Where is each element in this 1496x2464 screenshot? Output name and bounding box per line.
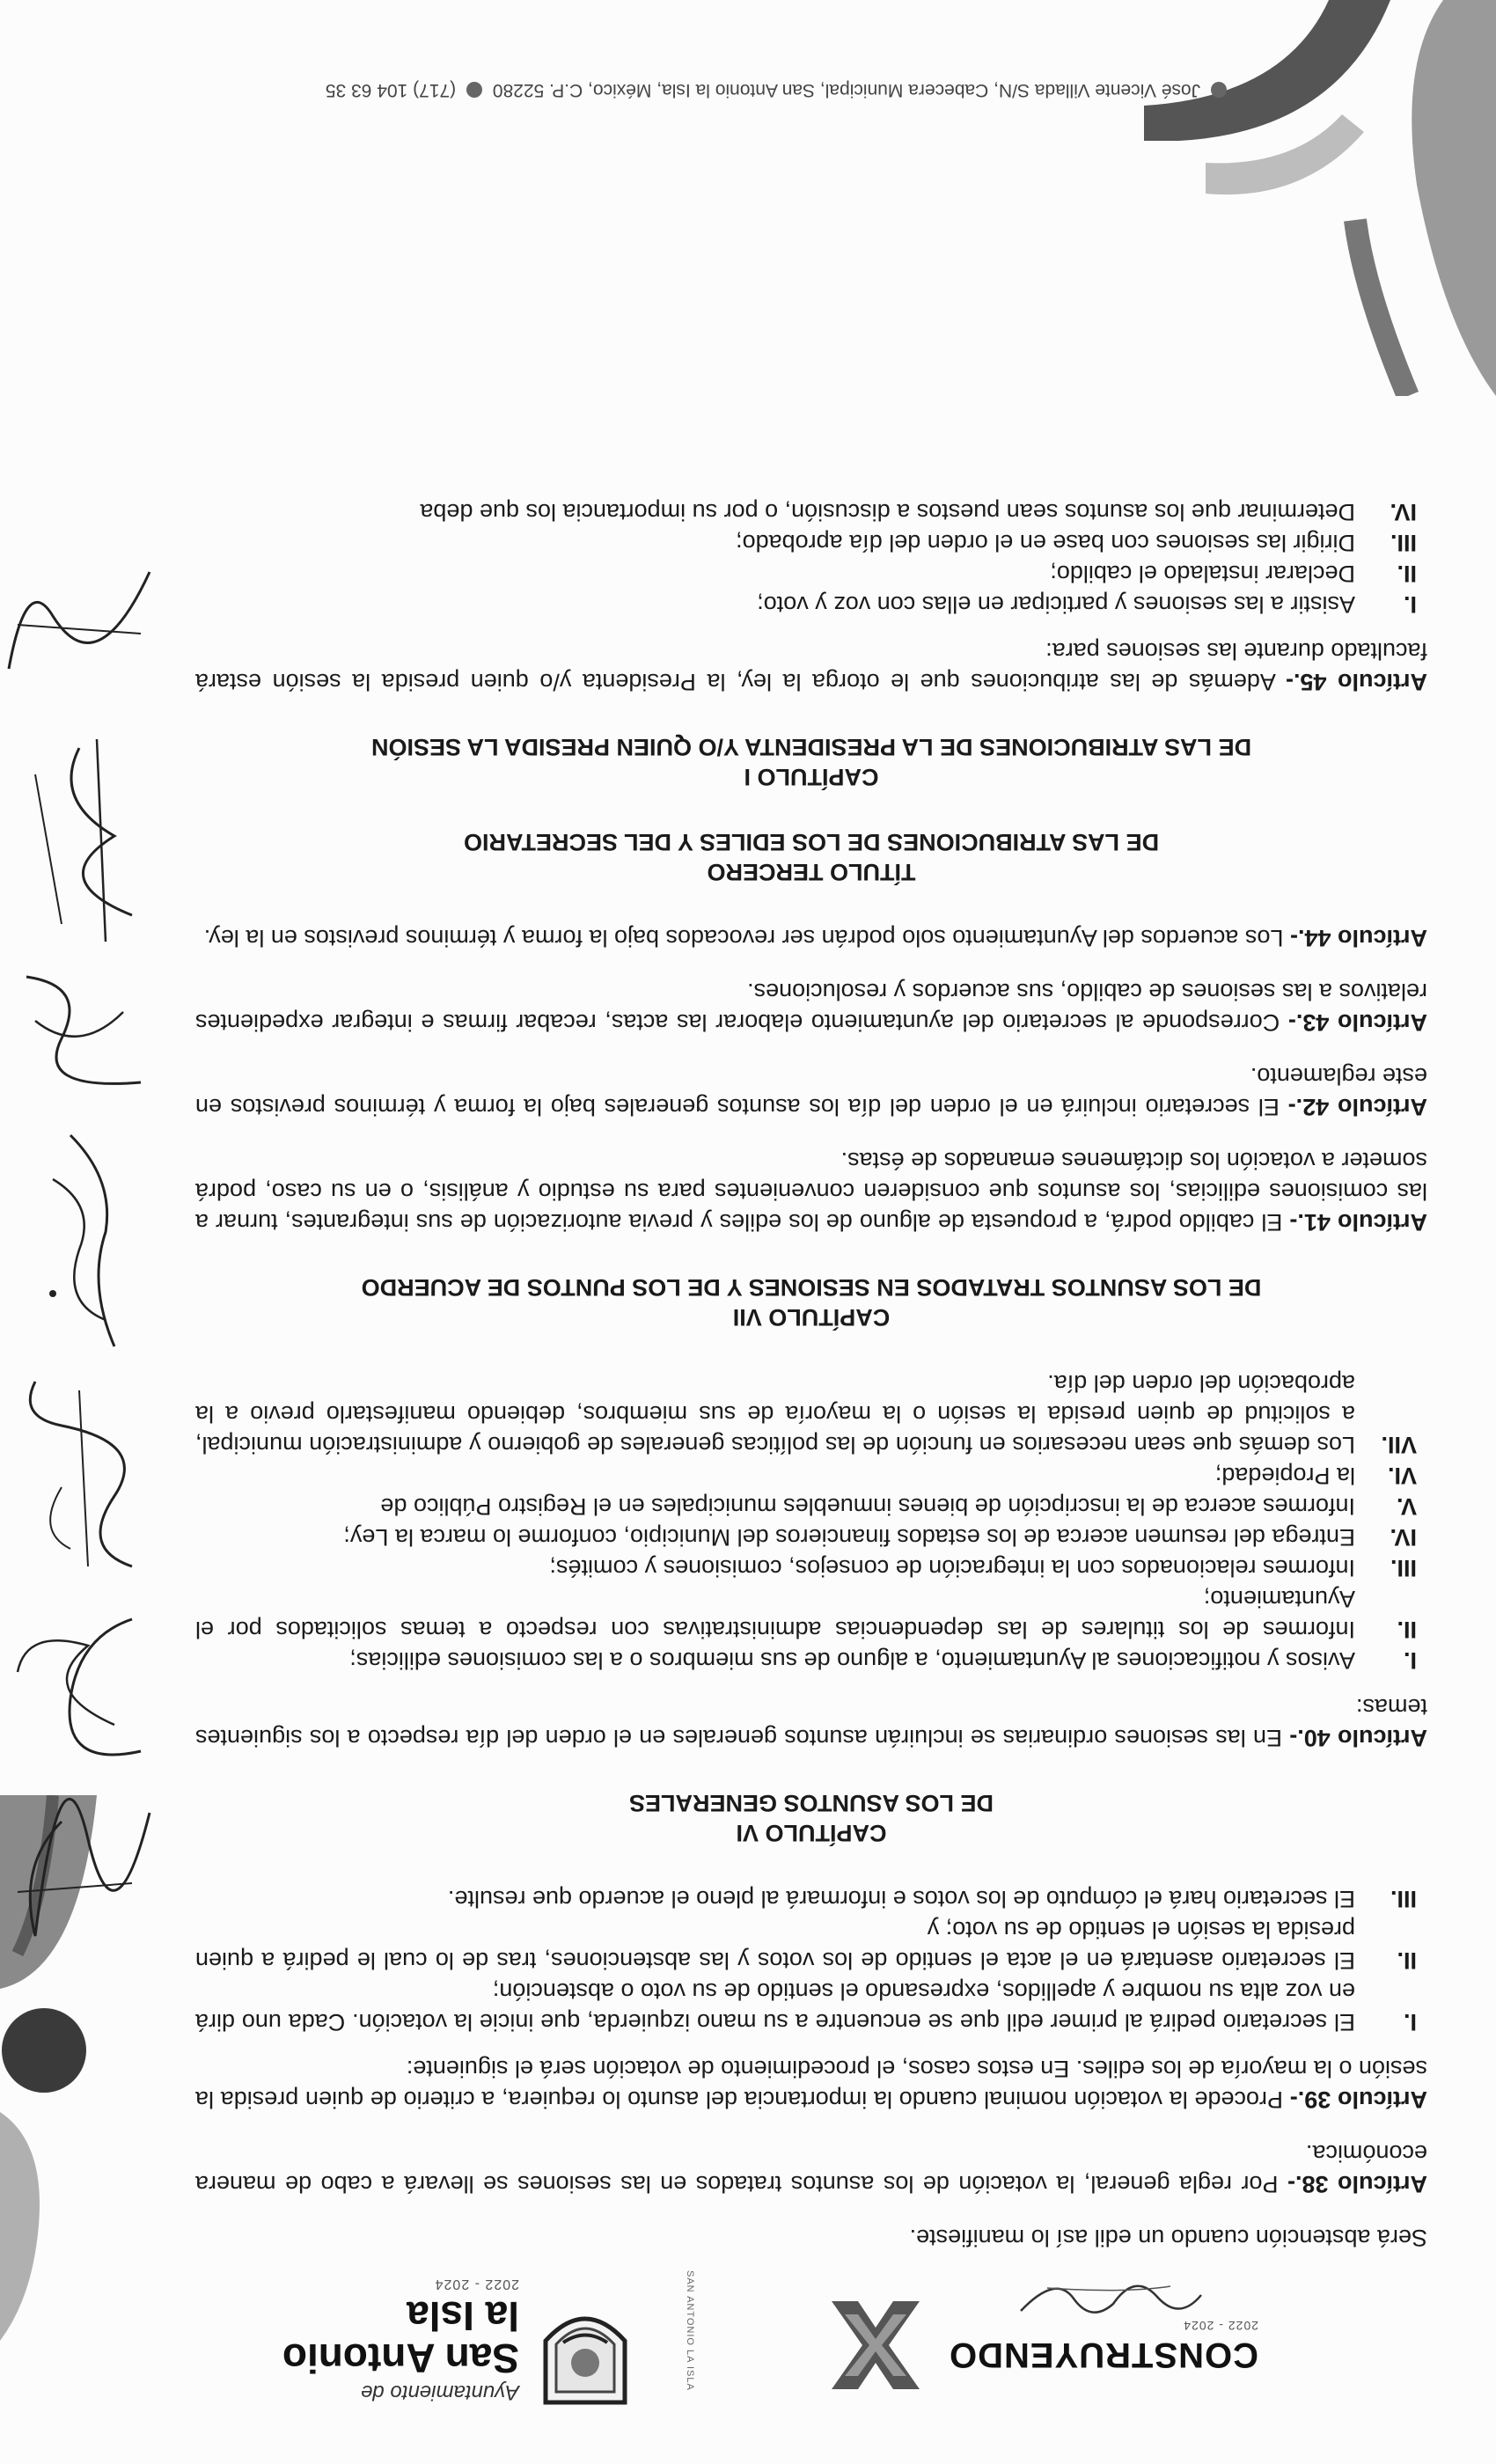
list-item [195, 527, 1427, 558]
list-item [195, 1460, 1427, 1491]
list-text: Dirigir las sesiones con base en el orden del día aprobado; [736, 530, 1355, 556]
document-body [195, 473, 1427, 2253]
footer-address: José Vicente Villada S/N, Cabecera Municipal, San Antonio la Isla, México, C.P. 52280 [492, 80, 1201, 100]
chapter-1-title: CAPÍTULO I [744, 764, 879, 790]
article-44-text: Los acuerdos del Ayuntamiento solo podrán ser revocados bajo la forma y términos previstos en la ley. [203, 925, 1290, 951]
municipality-name-line2: la Isla [407, 2293, 519, 2339]
list-text: El secretario pedirá al primer edil que se encuentre a su mano izquierda, que inicie la votación. Cada uno dirá en voz alta su nombre y apellidos, expresando el sentido de su voto o abstención; [195, 1978, 1355, 2035]
list-item [195, 1645, 1427, 1676]
intro-text: Será abstención cuando un edil así lo manifieste. [909, 2225, 1427, 2251]
article-41-label: Artículo 41.- [1289, 1209, 1427, 1236]
article-43-label: Artículo 43.- [1287, 1009, 1427, 1036]
list-number: III. [1390, 1555, 1417, 1581]
list-item [195, 1583, 1427, 1645]
letterhead [211, 2253, 1355, 2429]
chapter-7-subtitle: DE LOS ASUNTOS TRATADOS EN SESIONES Y DE LOS PUNTOS DE ACUERDO [361, 1274, 1262, 1301]
footer-phone: (717) 104 63 35 [325, 80, 457, 100]
signature-5-icon [0, 959, 167, 1109]
article-38-text: Por regla general, la votación de los asuntos tratados en las sesiones se llevará a cabo de manera económica. [195, 2140, 1427, 2197]
list-item [195, 1522, 1427, 1552]
footer [88, 79, 1232, 100]
signature-4-icon [0, 1126, 167, 1355]
margin-signatures [0, 475, 194, 1971]
chapter-7-title: CAPÍTULO VII [732, 1304, 891, 1331]
list-text: Los demás que sean necesarios en función de las políticas generales de gobierno y administración municipal, a solicitud de quien presida la sesión o la mayoría de sus miembros, debiendo manifestarlo previo a la aprobación del orden del día. [195, 1370, 1355, 1458]
municipality-name [255, 2276, 519, 2404]
list-number: IV. [1390, 1524, 1417, 1551]
article-45-list [195, 496, 1427, 620]
list-text: El secretario hará el cómputo de los votos e informará al pleno el acuerdo que resulte. [447, 1886, 1355, 1912]
campaign-logo-icon [818, 2288, 933, 2402]
list-text: Informes relacionados con la integración de consejos, comisiones y comités; [549, 1555, 1355, 1581]
title-3-subtitle: DE LAS ATRIBUCIONES DE LOS EDILES Y DEL SECRETARIO [463, 829, 1160, 855]
chapter-1-subtitle: DE LAS ATRIBUCIONES DE LA PRESIDENTA Y/O QUIEN PRESIDA LA SESIÓN [370, 734, 1252, 760]
list-text: Asistir a las sesiones y participar en ellas con voz y voto; [757, 591, 1355, 618]
article-41-text: El cabildo podrá, a propuesta de alguno de los ediles y previa autorización de sus integrantes, turnar a las comisiones edilicias, los asuntos que consideren convenientes para su estudio y análisis, o en su caso, podrá someter a votación los dictámenes emanados de éstas. [194, 1148, 1427, 1236]
list-number: II. [1397, 561, 1417, 587]
vertical-label-text: SAN ANTONIO LA ISLA [685, 2270, 695, 2391]
intro-paragraph [195, 2222, 1427, 2253]
article-38-label: Artículo 38.- [1287, 2171, 1427, 2197]
list-text: El secretario asentará en el acta el sentido de los votos y las abstenciones, tras de lo cual le pedirá a quien presida la sesión el sentido de su voto; y [195, 1917, 1355, 1974]
article-39-list [195, 1883, 1427, 2037]
list-item [195, 1368, 1427, 1460]
chapter-7-heading [195, 1272, 1427, 1332]
list-item [195, 1976, 1427, 2037]
chapter-1-heading [195, 732, 1427, 792]
list-text: Informes de los titulares de las dependencias administrativas con respecto a temas solicitados por el Ayuntamiento; [195, 1586, 1355, 1643]
article-44 [195, 922, 1427, 953]
list-number: I. [1403, 1647, 1417, 1674]
article-39-text: Procede la votación nominal cuando la importancia del asunto lo requiera, a criterio de quien presida la sesión o la mayoría de los ediles. En estos casos, el procedimiento de votación será el siguiente: [195, 2056, 1427, 2113]
list-item [195, 589, 1427, 620]
article-44-label: Artículo 44.- [1289, 925, 1427, 951]
municipal-seal-icon [537, 2297, 634, 2411]
campaign-signature-icon [1012, 2277, 1206, 2330]
chapter-6-subtitle: DE LOS ASUNTOS GENERALES [628, 1790, 994, 1816]
chapter-6-title: CAPÍTULO VI [736, 1820, 887, 1846]
article-42-label: Artículo 42.- [1287, 1094, 1427, 1120]
signature-1-icon [0, 1795, 167, 1971]
list-item [195, 496, 1427, 527]
municipality-small-label: Ayuntamiento de [361, 2380, 519, 2404]
list-number: III. [1390, 1886, 1417, 1912]
decorative-shape-bottom-left-icon [1144, 0, 1496, 396]
list-item [195, 1491, 1427, 1522]
list-item [195, 558, 1427, 589]
list-item [195, 1914, 1427, 1976]
campaign-title: CONSTRUYENDO [948, 2336, 1258, 2374]
list-number: II. [1397, 1617, 1417, 1643]
list-text: la Propiedad; [1214, 1463, 1355, 1489]
signature-3-icon [0, 1373, 167, 1584]
list-text: Entrega del resumen acerca de los estados financieros del Municipio, conforme lo marca la Ley; [343, 1524, 1355, 1551]
chapter-6-heading [195, 1788, 1427, 1848]
article-42 [195, 1060, 1427, 1122]
article-40-text: En las sesiones ordinarias se incluirán asuntos generales en el orden del día respecto a los siguientes temas: [195, 1694, 1427, 1751]
signature-6-icon [0, 730, 167, 950]
list-number: V. [1396, 1493, 1417, 1520]
municipality-period: 2022 - 2024 [434, 2277, 519, 2292]
list-number: I. [1403, 2009, 1417, 2035]
list-item [195, 1883, 1427, 1914]
vertical-label [678, 2262, 695, 2394]
article-39 [195, 2053, 1427, 2115]
list-number: III. [1390, 530, 1417, 556]
article-39-label: Artículo 39.- [1289, 2086, 1427, 2113]
list-text: Determinar que los asuntos sean puestos a discusión, o por su importancia los que deba [420, 499, 1355, 525]
list-number: I. [1403, 591, 1417, 618]
list-item [195, 1552, 1427, 1583]
title-3-title: TÍTULO TERCERO [707, 859, 916, 885]
campaign-period: 2022 - 2024 [1183, 2319, 1258, 2333]
list-number: IV. [1390, 499, 1417, 525]
phone-icon [466, 82, 482, 98]
signature-7-icon [0, 546, 167, 722]
article-40-list [195, 1368, 1427, 1676]
municipality-name-line1: San Antonio [282, 2336, 519, 2381]
list-text: Avisos y notificaciones al Ayuntamiento, a alguno de sus miembros o a las comisiones edilicias; [349, 1647, 1355, 1674]
title-3-heading [195, 827, 1427, 887]
list-number: VII. [1381, 1432, 1417, 1458]
list-number: VI. [1387, 1463, 1417, 1489]
list-text: Informes acerca de la inscripción de bienes inmuebles municipales en el Registro Público de [380, 1493, 1355, 1520]
article-40-label: Artículo 40.- [1289, 1725, 1427, 1751]
location-icon [1211, 82, 1227, 98]
article-45-text: Además de las atribuciones que le otorga la ley, la Presidenta y/o quien presida la sesión estará facultado durante las sesiones para: [195, 638, 1427, 695]
list-number: II. [1397, 1947, 1417, 1974]
article-40 [195, 1691, 1427, 1753]
article-43 [195, 976, 1427, 1038]
list-text: Declarar instalado el cabildo; [1050, 561, 1355, 587]
article-38 [195, 2138, 1427, 2199]
article-42-text: El secretario incluirá en el orden del día los asuntos generales bajo la forma y términos previstos en este reglamento. [195, 1063, 1427, 1120]
signature-2-icon [0, 1602, 167, 1778]
article-43-text: Corresponde al secretario del ayuntamiento elaborar las actas, recabar firmas e integrar expedientes relativos a las sesiones de cabildo, sus acuerdos y resoluciones. [195, 979, 1427, 1036]
article-45-label: Artículo 45.- [1285, 669, 1427, 695]
article-41 [195, 1145, 1427, 1237]
article-45 [195, 635, 1427, 697]
